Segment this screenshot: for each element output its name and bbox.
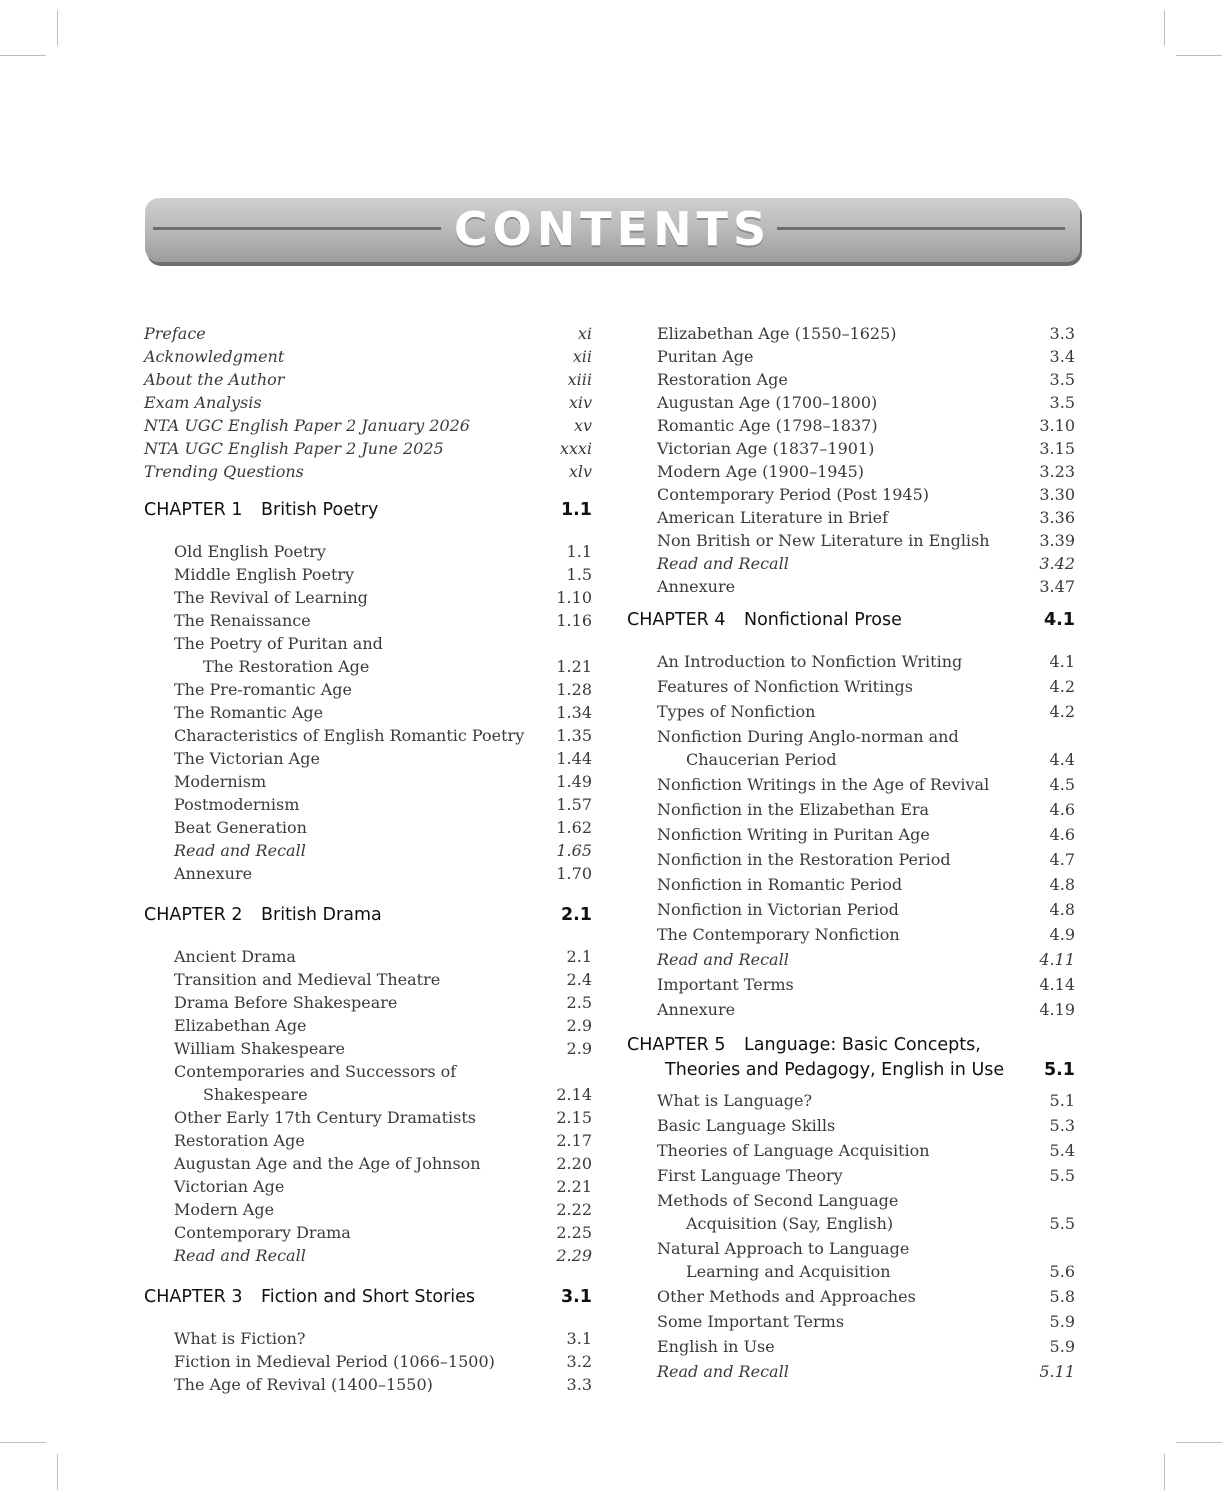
chapter-heading[interactable] <box>627 598 1075 650</box>
entry-title: Nonfiction in the Restoration Period <box>657 850 951 869</box>
toc-entry[interactable] <box>144 1060 592 1106</box>
entry-page: 3.5 <box>1049 370 1075 389</box>
toc-entry[interactable] <box>627 1164 1075 1189</box>
entry-title: Elizabethan Age (1550–1625) <box>657 324 897 343</box>
entry-title: Modernism <box>174 772 267 791</box>
entry-title: Augustan Age (1700–1800) <box>657 393 878 412</box>
toc-entry[interactable] <box>144 945 592 968</box>
entry-page: xiv <box>568 393 592 412</box>
chapter-title: Fiction and Short Stories <box>261 1287 475 1307</box>
toc-entry[interactable] <box>144 991 592 1014</box>
toc-entry[interactable] <box>627 483 1075 506</box>
toc-entry[interactable] <box>144 1106 592 1129</box>
entry-page: 4.7 <box>1049 850 1075 869</box>
toc-entry[interactable] <box>627 345 1075 368</box>
toc-entry[interactable] <box>144 1221 592 1244</box>
entry-page: 5.4 <box>1049 1141 1075 1160</box>
entry-page: 3.5 <box>1049 393 1075 412</box>
crop-mark <box>1176 1442 1222 1443</box>
entry-title: Non British or New Literature in English <box>657 531 990 550</box>
entry-page: 4.8 <box>1049 900 1075 919</box>
entry-page: 4.2 <box>1049 702 1075 721</box>
toc-entry[interactable] <box>627 725 1075 773</box>
toc-entry[interactable] <box>627 700 1075 725</box>
toc-entry[interactable] <box>627 368 1075 391</box>
entry-title: Characteristics of English Romantic Poetry <box>174 726 525 745</box>
chapter-number: CHAPTER 2 <box>144 905 243 925</box>
entry-title: Puritan Age <box>657 347 754 366</box>
entry-title: What is Language? <box>657 1091 813 1110</box>
entry-page: 2.1 <box>566 947 592 966</box>
toc-entry[interactable] <box>144 1198 592 1221</box>
toc-entry[interactable] <box>627 998 1075 1023</box>
entry-title: Nonfiction in Victorian Period <box>657 900 899 919</box>
entry-title: Victorian Age <box>174 1177 285 1196</box>
entry-title: NTA UGC English Paper 2 January 2026 <box>144 416 470 435</box>
toc-entry[interactable] <box>627 391 1075 414</box>
chapter-title-line2: Theories and Pedagogy, English in Use <box>665 1060 1005 1080</box>
toc-entry[interactable] <box>144 724 592 747</box>
entry-title: Restoration Age <box>657 370 788 389</box>
entry-title: Methods of Second Language <box>657 1191 899 1210</box>
toc-entry[interactable] <box>144 770 592 793</box>
entry-title: Read and Recall <box>657 1362 789 1381</box>
entry-page: 3.2 <box>566 1352 592 1371</box>
entry-title: Some Important Terms <box>657 1312 845 1331</box>
entry-page: 5.6 <box>1049 1262 1075 1281</box>
entry-page: 1.44 <box>556 749 592 768</box>
entry-title: Postmodernism <box>174 795 300 814</box>
front-matter-entry[interactable] <box>144 345 592 368</box>
entry-page: 5.1 <box>1049 1091 1075 1110</box>
page-title: CONTENTS <box>453 202 772 256</box>
entry-page: 1.57 <box>556 795 592 814</box>
entry-page: 2.29 <box>556 1246 592 1265</box>
crop-mark <box>1164 1454 1165 1490</box>
entry-title: Basic Language Skills <box>657 1116 836 1135</box>
toc-entry[interactable] <box>144 968 592 991</box>
entry-title: Nonfiction During Anglo-norman and <box>657 727 959 746</box>
entry-page: 5.8 <box>1049 1287 1075 1306</box>
entry-title: English in Use <box>657 1337 775 1356</box>
entry-title: Contemporary Period (Post 1945) <box>657 485 930 504</box>
entry-page: 3.42 <box>1039 554 1075 573</box>
entry-page: 4.11 <box>1039 950 1075 969</box>
entry-title-line2: Chaucerian Period <box>686 750 837 769</box>
entry-page: 2.14 <box>556 1085 592 1104</box>
chapter-heading[interactable] <box>144 488 592 540</box>
entry-page: 1.1 <box>566 542 592 561</box>
entry-page: 3.47 <box>1039 577 1075 596</box>
toc-entry[interactable] <box>627 898 1075 923</box>
entry-title: Preface <box>144 324 206 343</box>
entry-title: Other Early 17th Century Dramatists <box>174 1108 476 1127</box>
chapter-title: Nonfictional Prose <box>744 610 902 630</box>
entry-title: Fiction in Medieval Period (1066–1500) <box>174 1352 495 1371</box>
chapter-heading[interactable] <box>144 893 592 945</box>
crop-mark <box>57 10 58 46</box>
entry-title: The Romantic Age <box>174 703 324 722</box>
entry-page: xiii <box>567 370 592 389</box>
chapter-title: British Poetry <box>261 500 379 520</box>
toc-entry[interactable] <box>144 678 592 701</box>
entry-title: Modern Age (1900–1945) <box>657 462 865 481</box>
toc-entry[interactable] <box>144 816 592 839</box>
toc-entry[interactable] <box>627 414 1075 437</box>
toc-entry[interactable] <box>144 1327 592 1350</box>
toc-entry[interactable] <box>627 798 1075 823</box>
entry-page: 1.35 <box>556 726 592 745</box>
entry-title: What is Fiction? <box>174 1329 306 1348</box>
chapter-number: CHAPTER 5 <box>627 1035 726 1055</box>
entry-page: 3.23 <box>1039 462 1075 481</box>
entry-title: NTA UGC English Paper 2 June 2025 <box>144 439 444 458</box>
toc-entry[interactable] <box>144 701 592 724</box>
front-matter-entry[interactable] <box>144 368 592 391</box>
entry-title: The Pre-romantic Age <box>174 680 352 699</box>
crop-mark <box>0 1442 46 1443</box>
entry-title: First Language Theory <box>657 1166 843 1185</box>
chapter-number: CHAPTER 1 <box>144 500 243 520</box>
chapter-page: 3.1 <box>560 1287 592 1307</box>
toc-entry[interactable] <box>627 675 1075 700</box>
toc-entry[interactable] <box>627 575 1075 598</box>
entry-title: Read and Recall <box>657 950 789 969</box>
entry-title: Annexure <box>657 1000 736 1019</box>
entry-page: 3.4 <box>1049 347 1075 366</box>
contents-banner <box>145 198 1080 262</box>
entry-page: 2.9 <box>566 1039 592 1058</box>
entry-page: 5.3 <box>1049 1116 1075 1135</box>
entry-page: 1.5 <box>566 565 592 584</box>
entry-title: Annexure <box>657 577 736 596</box>
entry-title: The Victorian Age <box>174 749 320 768</box>
entry-page: 2.17 <box>556 1131 592 1150</box>
toc-entry[interactable] <box>627 650 1075 675</box>
entry-page: 2.15 <box>556 1108 592 1127</box>
toc-entry[interactable] <box>144 747 592 770</box>
toc-entry[interactable] <box>627 506 1075 529</box>
toc-entry[interactable] <box>144 1014 592 1037</box>
entry-title: Romantic Age (1798–1837) <box>657 416 878 435</box>
chapter-heading[interactable] <box>627 1029 1075 1089</box>
toc-entry[interactable] <box>144 586 592 609</box>
entry-title: Middle English Poetry <box>174 565 355 584</box>
entry-title: Drama Before Shakespeare <box>174 993 398 1012</box>
entry-page: 4.8 <box>1049 875 1075 894</box>
entry-title: The Poetry of Puritan and <box>174 634 383 653</box>
crop-mark <box>1176 55 1222 56</box>
entry-page: 3.36 <box>1039 508 1075 527</box>
entry-page: 4.5 <box>1049 775 1075 794</box>
entry-page: 1.10 <box>556 588 592 607</box>
entry-title: Important Terms <box>657 975 794 994</box>
toc-entry[interactable] <box>144 1350 592 1373</box>
read-and-recall-entry[interactable] <box>627 948 1075 973</box>
entry-title: Theories of Language Acquisition <box>657 1141 930 1160</box>
entry-title: Trending Questions <box>144 462 304 481</box>
toc-entry[interactable] <box>627 823 1075 848</box>
entry-title: The Revival of Learning <box>174 588 368 607</box>
entry-page: 5.9 <box>1049 1337 1075 1356</box>
entry-page: 2.5 <box>566 993 592 1012</box>
entry-page: 1.62 <box>556 818 592 837</box>
entry-page: 1.70 <box>556 864 592 883</box>
toc-entry[interactable] <box>627 923 1075 948</box>
entry-page: 1.28 <box>556 680 592 699</box>
toc-entry[interactable] <box>627 437 1075 460</box>
toc-entry[interactable] <box>627 973 1075 998</box>
toc-entry[interactable] <box>627 1189 1075 1237</box>
toc-entry[interactable] <box>144 862 592 885</box>
entry-page: 4.6 <box>1049 825 1075 844</box>
chapter-page: 5.1 <box>1043 1060 1075 1080</box>
toc-entry[interactable] <box>144 1037 592 1060</box>
entry-page: 3.30 <box>1039 485 1075 504</box>
crop-mark <box>57 1454 58 1490</box>
entry-title-line2: The Restoration Age <box>203 657 370 676</box>
entry-title: Victorian Age (1837–1901) <box>657 439 875 458</box>
entry-page: 4.19 <box>1039 1000 1075 1019</box>
entry-page: 1.21 <box>556 657 592 676</box>
entry-page: 3.39 <box>1039 531 1075 550</box>
toc-entry[interactable] <box>627 322 1075 345</box>
entry-title: Annexure <box>174 864 253 883</box>
toc-entry[interactable] <box>144 609 592 632</box>
chapter-page: 4.1 <box>1043 610 1075 630</box>
entry-page: 4.1 <box>1049 652 1075 671</box>
entry-page: 5.11 <box>1039 1362 1075 1381</box>
toc-entry[interactable] <box>627 1237 1075 1285</box>
entry-title: Contemporary Drama <box>174 1223 351 1242</box>
entry-title: Transition and Medieval Theatre <box>174 970 441 989</box>
contents-right-column <box>627 322 1075 1385</box>
entry-page: 2.4 <box>566 970 592 989</box>
toc-entry[interactable] <box>144 1129 592 1152</box>
entry-title: Beat Generation <box>174 818 307 837</box>
entry-page: 4.6 <box>1049 800 1075 819</box>
entry-title: Types of Nonfiction <box>657 702 816 721</box>
chapter-page: 2.1 <box>560 905 592 925</box>
entry-page: 3.1 <box>566 1329 592 1348</box>
front-matter-entry[interactable] <box>144 414 592 437</box>
toc-entry[interactable] <box>627 873 1075 898</box>
entry-page: xxxi <box>559 439 592 458</box>
read-and-recall-entry[interactable] <box>627 1360 1075 1385</box>
entry-page: 2.25 <box>556 1223 592 1242</box>
entry-page: 2.20 <box>556 1154 592 1173</box>
entry-title: An Introduction to Nonfiction Writing <box>657 652 963 671</box>
entry-page: 4.4 <box>1049 750 1075 769</box>
chapter-title: British Drama <box>261 905 382 925</box>
entry-title-line2: Acquisition (Say, English) <box>686 1214 894 1233</box>
entry-title: Read and Recall <box>174 841 306 860</box>
toc-entry[interactable] <box>144 1175 592 1198</box>
entry-page: 4.9 <box>1049 925 1075 944</box>
entry-page: 2.21 <box>556 1177 592 1196</box>
toc-entry[interactable] <box>144 1373 592 1396</box>
front-matter-entry[interactable] <box>144 322 592 345</box>
entry-page: 1.65 <box>556 841 592 860</box>
entry-title: About the Author <box>144 370 285 389</box>
toc-entry[interactable] <box>144 563 592 586</box>
entry-title: Other Methods and Approaches <box>657 1287 916 1306</box>
toc-entry[interactable] <box>144 540 592 563</box>
toc-entry[interactable] <box>627 1310 1075 1335</box>
entry-page: 1.16 <box>556 611 592 630</box>
entry-title: Elizabethan Age <box>174 1016 307 1035</box>
entry-page: 4.14 <box>1039 975 1075 994</box>
entry-page: 5.5 <box>1049 1166 1075 1185</box>
toc-entry[interactable] <box>627 460 1075 483</box>
entry-page: 3.3 <box>1049 324 1075 343</box>
entry-title: Natural Approach to Language <box>657 1239 910 1258</box>
toc-entry[interactable] <box>144 632 592 678</box>
crop-mark <box>1164 10 1165 46</box>
entry-title: Nonfiction Writing in Puritan Age <box>657 825 930 844</box>
entry-page: 3.15 <box>1039 439 1075 458</box>
toc-entry[interactable] <box>627 1285 1075 1310</box>
toc-entry[interactable] <box>627 1089 1075 1114</box>
entry-title: American Literature in Brief <box>657 508 889 527</box>
entry-title: The Age of Revival (1400–1550) <box>174 1375 433 1394</box>
entry-page: 3.10 <box>1039 416 1075 435</box>
entry-title: Nonfiction in Romantic Period <box>657 875 903 894</box>
entry-title-line2: Shakespeare <box>203 1085 308 1104</box>
chapter-number: CHAPTER 3 <box>144 1287 243 1307</box>
read-and-recall-entry[interactable] <box>144 1244 592 1267</box>
crop-mark <box>0 55 46 56</box>
toc-entry[interactable] <box>627 529 1075 552</box>
entry-page: 1.34 <box>556 703 592 722</box>
entry-title: Modern Age <box>174 1200 275 1219</box>
entry-title: Nonfiction in the Elizabethan Era <box>657 800 930 819</box>
read-and-recall-entry[interactable] <box>144 839 592 862</box>
front-matter-entry[interactable] <box>144 391 592 414</box>
entry-title: Old English Poetry <box>174 542 326 561</box>
entry-title-line2: Learning and Acquisition <box>686 1262 891 1281</box>
entry-title: Nonfiction Writings in the Age of Revival <box>657 775 990 794</box>
front-matter-entry[interactable] <box>144 437 592 460</box>
chapter-title: Language: Basic Concepts, <box>744 1035 981 1055</box>
entry-page: 4.2 <box>1049 677 1075 696</box>
entry-title: Contemporaries and Successors of <box>174 1062 457 1081</box>
entry-title: Exam Analysis <box>144 393 262 412</box>
front-matter-entry[interactable] <box>144 460 592 483</box>
entry-title: The Renaissance <box>174 611 311 630</box>
entry-title: Ancient Drama <box>174 947 296 966</box>
entry-page: xi <box>577 324 592 343</box>
entry-page: 5.9 <box>1049 1312 1075 1331</box>
toc-entry[interactable] <box>627 773 1075 798</box>
toc-entry[interactable] <box>627 848 1075 873</box>
entry-title: Features of Nonfiction Writings <box>657 677 913 696</box>
read-and-recall-entry[interactable] <box>627 552 1075 575</box>
entry-page: 5.5 <box>1049 1214 1075 1233</box>
chapter-heading[interactable] <box>144 1275 592 1327</box>
entry-title: Read and Recall <box>657 554 789 573</box>
entry-page: xv <box>573 416 592 435</box>
entry-title: Augustan Age and the Age of Johnson <box>174 1154 481 1173</box>
toc-entry[interactable] <box>144 793 592 816</box>
entry-page: xii <box>572 347 592 366</box>
toc-entry[interactable] <box>144 1152 592 1175</box>
chapter-number: CHAPTER 4 <box>627 610 726 630</box>
entry-page: 2.22 <box>556 1200 592 1219</box>
entry-title: The Contemporary Nonfiction <box>657 925 900 944</box>
toc-entry[interactable] <box>627 1114 1075 1139</box>
chapter-page: 1.1 <box>560 500 592 520</box>
entry-page: xlv <box>568 462 592 481</box>
entry-page: 2.9 <box>566 1016 592 1035</box>
toc-entry[interactable] <box>627 1335 1075 1360</box>
entry-title: Acknowledgment <box>144 347 285 366</box>
entry-title: Restoration Age <box>174 1131 305 1150</box>
toc-entry[interactable] <box>627 1139 1075 1164</box>
entry-page: 1.49 <box>556 772 592 791</box>
entry-title: Read and Recall <box>174 1246 306 1265</box>
entry-page: 3.3 <box>566 1375 592 1394</box>
entry-title: William Shakespeare <box>174 1039 345 1058</box>
contents-left-column <box>144 322 592 1396</box>
